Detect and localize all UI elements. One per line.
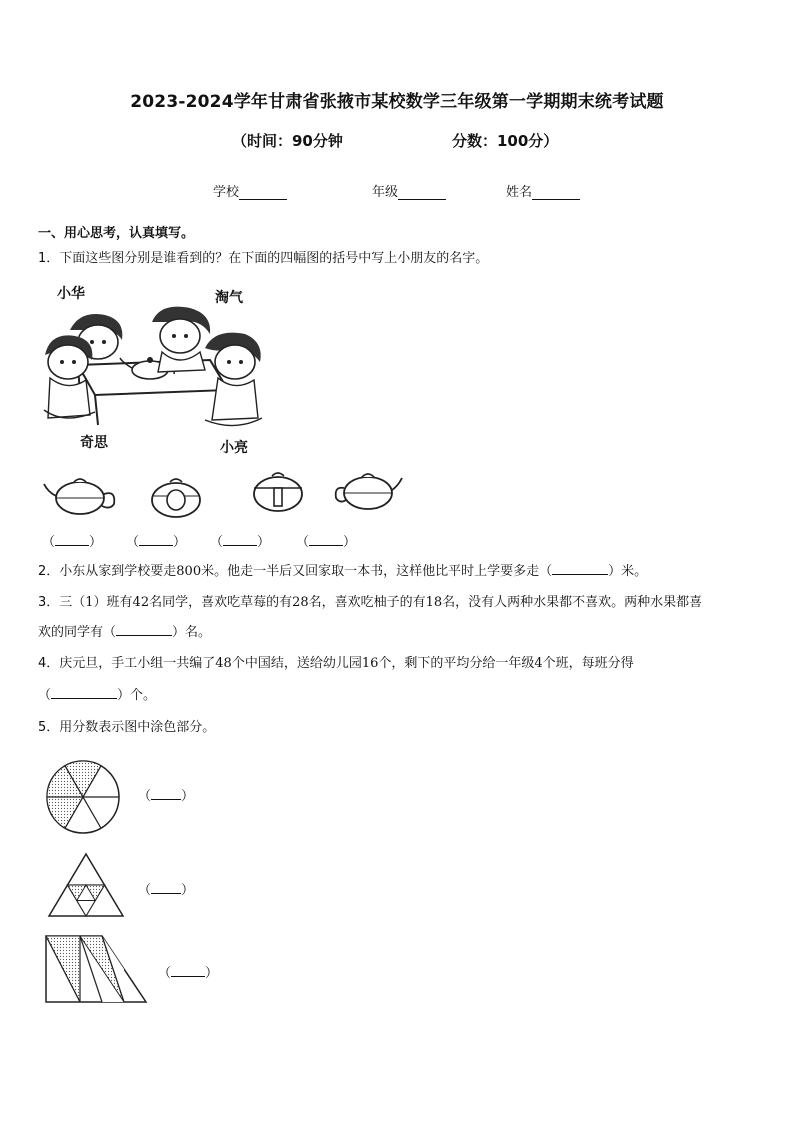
answer-line[interactable] [55,533,89,546]
paren-open: （ [296,535,310,550]
answer-line[interactable] [151,787,181,800]
question-text: 庆元旦，手工小组一共编了48个中国结，送给幼儿园16个，剩下的平均分给一年级4个班，每班分得 [59,656,634,671]
shaded-triangle-figure [47,852,125,918]
answer-line[interactable] [51,686,117,699]
question-text: 用分数表示图中涂色部分。 [59,720,216,735]
question-text-end: ）名。 [172,625,212,640]
shaded-circle-figure [45,759,121,835]
question-number: 2． [38,564,60,579]
question-text-end: ）米。 [608,564,648,579]
teapot-view-side-left-icon [42,472,120,520]
answer-blank-3[interactable] [210,531,270,550]
paren-close: ） [181,789,195,804]
answer-blank-trapezoid[interactable] [158,962,218,981]
question-text: 欢的同学有（ [38,625,117,640]
exam-time: （时间：90分钟 [232,132,343,150]
question-3-line2 [38,623,211,643]
answer-blank-4[interactable] [296,531,356,550]
teapot-view-back-icon [250,470,306,514]
question-number: 1． [38,251,60,266]
question-text: （ [38,688,52,703]
paren-open: （ [138,883,152,898]
paren-open: （ [158,966,172,981]
teapot-view-front-icon [148,474,204,520]
name-blank[interactable] [532,186,580,200]
answer-line[interactable] [139,533,173,546]
paren-open: （ [138,789,152,804]
question-5 [38,718,215,738]
question-2 [38,562,647,582]
question-4-line2 [38,686,156,706]
answer-line[interactable] [223,533,257,546]
kids-around-table-illustration [40,300,270,440]
question-4 [38,654,634,674]
paren-close: ） [89,535,103,550]
answer-line[interactable] [171,964,205,977]
exam-score: 分数：100分） [452,132,559,150]
paren-close: ） [343,535,357,550]
paren-open: （ [126,535,140,550]
question-text: 下面这些图分别是谁看到的？在下面的四幅图的括号中写上小朋友的名字。 [59,251,489,266]
answer-line[interactable] [309,533,343,546]
name-label: 姓名 [506,185,533,200]
grade-label: 年级 [372,185,399,200]
question-1 [38,249,488,269]
paren-close: ） [181,883,195,898]
question-text-end: ）个。 [117,688,157,703]
kid-label-qisi: 奇思 [80,435,108,451]
school-label: 学校 [213,185,240,200]
teapot-view-side-right-icon [332,468,404,514]
school-field[interactable] [213,181,287,200]
question-number: 3． [38,595,60,610]
name-field[interactable] [506,181,580,200]
page-title: 2023-2024学年甘肃省张掖市某校数学三年级第一学期期末统考试题 [130,92,664,112]
answer-line[interactable] [552,562,608,575]
answer-blank-2[interactable] [126,531,186,550]
paren-close: ） [173,535,187,550]
grade-blank[interactable] [398,186,446,200]
kid-label-taoqi: 淘气 [215,290,243,306]
paren-open: （ [42,535,56,550]
question-number: 5． [38,720,60,735]
answer-blank-1[interactable] [42,531,102,550]
question-3 [38,593,702,613]
grade-field[interactable] [372,181,446,200]
kid-label-xiaohua: 小华 [57,286,85,302]
answer-blank-circle[interactable] [138,785,194,804]
school-blank[interactable] [239,186,287,200]
question-number: 4． [38,656,60,671]
answer-line[interactable] [116,623,172,636]
answer-line[interactable] [151,881,181,894]
question-text: 小东从家到学校要走800米。他走一半后又回家取一本书，这样他比平时上学要多走（ [59,564,553,579]
shaded-trapezoid-figure [44,934,148,1004]
question-text: 三（1）班有42名同学，喜欢吃草莓的有28名，喜欢吃柚子的有18名，没有人两种水果都不喜欢。两种水果都喜 [59,595,703,610]
paren-open: （ [210,535,224,550]
kid-label-xiaoliang: 小亮 [220,440,248,456]
answer-blank-triangle[interactable] [138,879,194,898]
paren-close: ） [205,966,219,981]
paren-close: ） [257,535,271,550]
section-title: 一、用心思考，认真填写。 [38,226,195,241]
